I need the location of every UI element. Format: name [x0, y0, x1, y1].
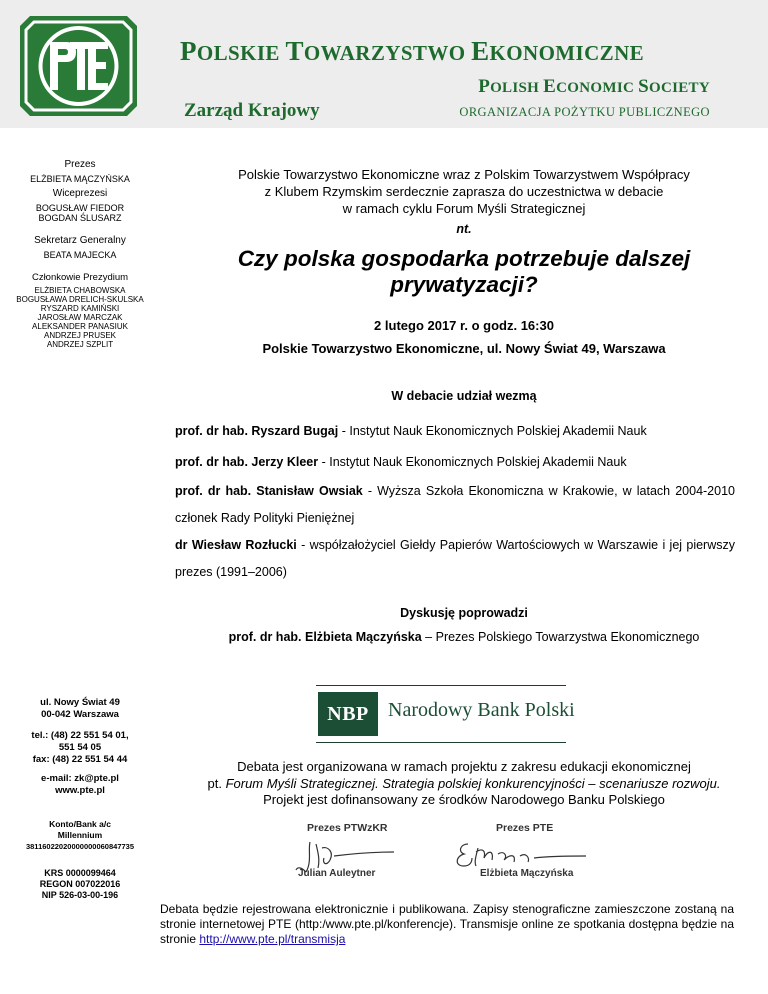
sidebar-phones	[0, 730, 160, 766]
board-name: Zarząd Krajowy	[184, 100, 320, 121]
presidium-member: RYSZARD KAMIŃSKI	[40, 304, 120, 313]
org-name-english: POLISH ECONOMIC SOCIETY	[478, 76, 710, 97]
moderator-title: prof. dr hab.	[228, 630, 305, 644]
nbp-abbr: NBP	[318, 692, 378, 736]
debate-title	[160, 246, 768, 298]
vice-name: BOGDAN ŚLUSARZ	[38, 213, 122, 223]
address-line: 00-042 Warszawa	[41, 709, 119, 720]
funding-line	[160, 776, 768, 793]
moderator	[160, 630, 768, 644]
title-line: prywatyzacji?	[390, 272, 538, 297]
moderator-name: Elżbieta Mączyńska	[304, 630, 422, 644]
phone-line: tel.: (48) 22 551 54 01,	[31, 730, 129, 741]
participant-title: prof. dr hab.	[175, 484, 257, 498]
vice-role: Wiceprezesi	[52, 188, 108, 199]
moderator-heading: Dyskusję poprowadzi	[400, 606, 528, 620]
presidium-member: BOGUSŁAWA DRELICH-SKULSKA	[16, 295, 144, 304]
signatory-name: Elżbieta Mączyńska	[480, 868, 574, 879]
project-title: Forum Myśli Strategicznej. Strategia polskiej konkurencyjności – scenariusze rozwoju.	[225, 775, 721, 791]
sidebar-address	[0, 697, 160, 721]
registry-line: NIP 526-03-00-196	[41, 890, 119, 900]
footer-text: Debata będzie rejestrowana elektronicznie i publikowana. Zapisy stenograficzne zamieszczone zostaną na stronie internetowej PTE (http:/www.pte.pl/konferencje). Transmisje online ze spotkania dostępna będzie na stronie	[160, 902, 734, 946]
event-venue: Polskie Towarzystwo Ekonomiczne, ul. Nowy Świat 49, Warszawa	[262, 341, 666, 356]
registry-line: KRS 0000099464	[44, 868, 116, 878]
sidebar-bank	[0, 819, 160, 852]
participant-name: Jerzy Kleer	[251, 455, 319, 469]
sidebar-contact	[0, 773, 160, 797]
presidium-member: ANDRZEJ PRUSEK	[43, 331, 116, 340]
moderator-role: – Prezes Polskiego Towarzystwa Ekonomicznego	[421, 630, 700, 644]
presidium-role: Członkowie Prezydium	[31, 272, 129, 283]
participant-affiliation: - Instytut Nauk Ekonomicznych Polskiej Akademii Nauk	[338, 424, 647, 438]
sidebar-secretary	[0, 236, 160, 260]
signature-elzbieta-maczynska	[450, 838, 590, 872]
participant-name: Stanisław Owsiak	[256, 484, 363, 498]
secretary-name: BEATA MAJECKA	[43, 249, 117, 260]
topic-label: nt.	[456, 222, 472, 236]
sidebar-registry	[0, 868, 160, 901]
participant-item	[175, 478, 735, 532]
invitation-intro	[160, 166, 768, 217]
bank-line: Millennium	[57, 830, 103, 840]
website-line: www.pte.pl	[55, 785, 105, 796]
bank-line: Konto/Bank a/c	[49, 819, 111, 829]
participant-name: Ryszard Bugaj	[251, 424, 339, 438]
funding-prefix: pt.	[207, 775, 226, 791]
address-line: ul. Nowy Świat 49	[40, 697, 120, 708]
intro-line: w ramach cyklu Forum Myśli Strategicznej	[342, 201, 586, 216]
secretary-role: Sekretarz Generalny	[34, 235, 126, 246]
presidium-member: ANDRZEJ SZPLIT	[46, 340, 114, 349]
participant-affiliation: - Wyższa Szkoła Ekonomiczna w Krakowie, w latach 2004-2010 członek Rady Polityki Pieniężnej	[175, 484, 735, 525]
participant-item	[175, 449, 735, 476]
funding-note	[160, 759, 768, 809]
signatory-name: Julian Auleytner	[298, 868, 376, 879]
title-line: Czy polska gospodarka potrzebuje dalszej	[237, 246, 691, 271]
transmission-link[interactable]: http://www.pte.pl/transmisja	[199, 932, 346, 946]
registry-line: REGON 007022016	[39, 879, 121, 889]
sidebar-presidium	[0, 272, 160, 349]
phone-line: 551 54 05	[58, 742, 102, 753]
sidebar-vice	[0, 189, 160, 224]
nbp-name: Narodowy Bank Polski	[388, 699, 575, 721]
funding-line: Debata jest organizowana w ramach projektu z zakresu edukacji ekonomicznej	[237, 759, 691, 774]
signature-label: Prezes PTWzKR	[307, 822, 388, 834]
participant-title: dr	[175, 538, 192, 552]
participant-item	[175, 418, 735, 445]
intro-line: Polskie Towarzystwo Ekonomiczne wraz z Polskim Towarzystwem Współpracy	[238, 167, 690, 182]
participant-title: prof. dr hab.	[175, 455, 252, 469]
presidium-member: ELŻBIETA CHABOWSKA	[34, 286, 126, 295]
fax-line: fax: (48) 22 551 54 44	[32, 754, 128, 765]
org-name-polish: POLSKIE TOWARZYSTWO EKONOMICZNE	[180, 36, 645, 66]
participant-affiliation: - Instytut Nauk Ekonomicznych Polskiej Akademii Nauk	[318, 455, 627, 469]
event-date: 2 lutego 2017 r. o godz. 16:30	[374, 318, 554, 333]
bank-account: 38116022020000000060847735	[25, 842, 135, 851]
email-line: e-mail: zk@pte.pl	[41, 773, 119, 784]
participant-affiliation: - współzałożyciel Giełdy Papierów Wartościowych w Warszawie i jej pierwszy prezes (1991–2006)	[175, 538, 735, 579]
participant-name: Wiesław Rozłucki	[191, 538, 297, 552]
funding-line: Projekt jest dofinansowany ze środków Narodowego Banku Polskiego	[263, 792, 665, 807]
nbp-logo	[316, 685, 575, 743]
vice-name: BOGUSŁAW FIEDOR	[35, 202, 125, 213]
signature-label: Prezes PTE	[496, 822, 554, 834]
footer-note	[160, 902, 734, 947]
pte-logo	[16, 12, 141, 120]
org-status: ORGANIZACJA POŻYTKU PUBLICZNEGO	[459, 105, 710, 119]
presidium-member: JAROSŁAW MARCZAK	[37, 313, 123, 322]
president-role: Prezes	[64, 159, 96, 170]
participants-heading: W debacie udział wezmą	[391, 389, 537, 403]
presidium-member: ALEKSANDER PANASIUK	[32, 322, 128, 331]
intro-line: z Klubem Rzymskim serdecznie zaprasza do uczestnictwa w debacie	[264, 184, 664, 199]
sidebar-president	[0, 160, 160, 184]
participant-item	[175, 532, 735, 586]
participant-title: prof. dr hab.	[175, 424, 252, 438]
president-name: ELŻBIETA MĄCZYŃSKA	[30, 173, 130, 184]
